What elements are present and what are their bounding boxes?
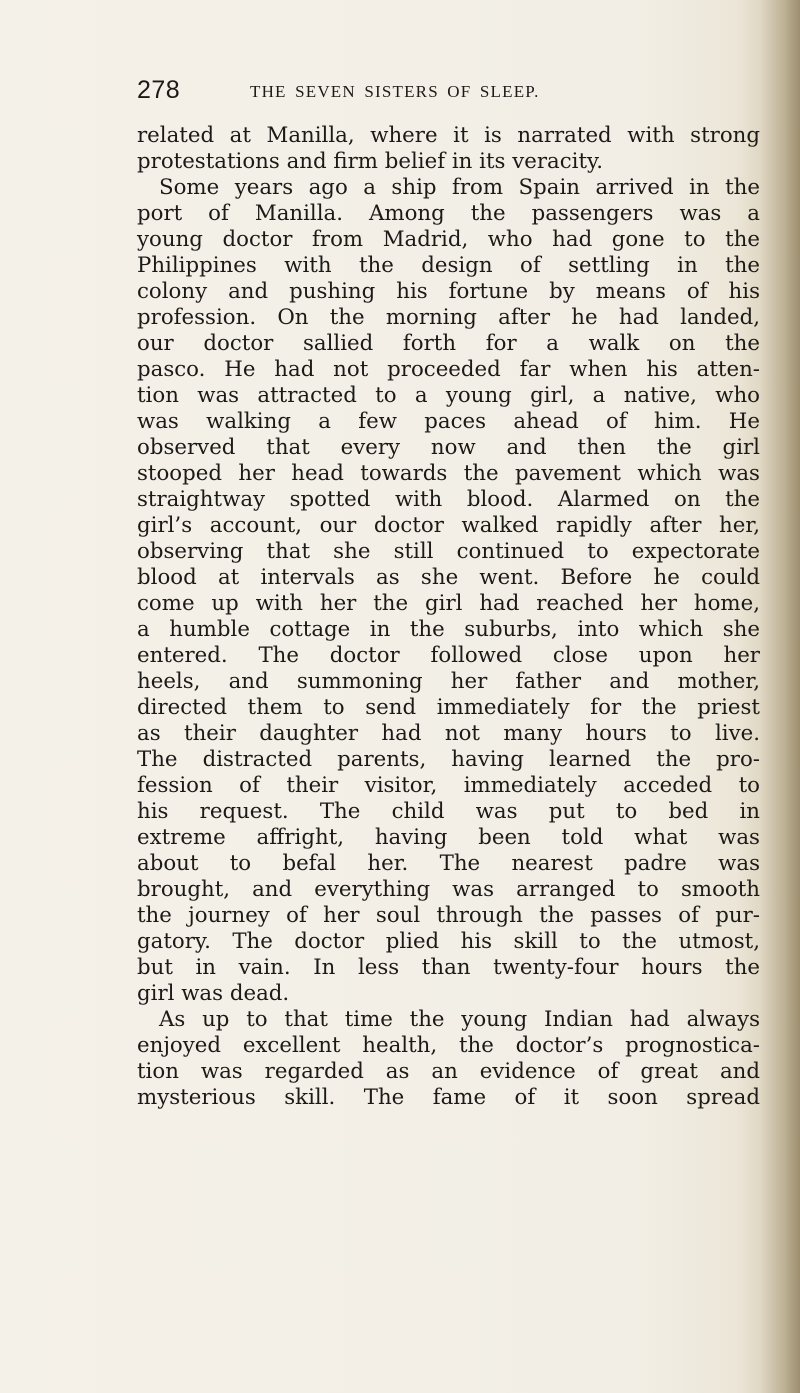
text-line: extreme affright, having been told what was xyxy=(137,825,760,850)
text-line: heels, and summoning her father and mother, xyxy=(137,669,760,694)
text-line: The distracted parents, having learned the pro- xyxy=(137,747,760,772)
text-line: pasco. He had not proceeded far when his atten- xyxy=(137,357,760,382)
text-line: As up to that time the young Indian had always xyxy=(159,1007,760,1032)
page-edge-shadow xyxy=(760,0,800,1393)
text-line: colony and pushing his fortune by means of his xyxy=(137,279,760,304)
text-line: the journey of her soul through the passes of pur- xyxy=(137,903,760,928)
text-line: related at Manilla, where it is narrated with strong xyxy=(137,123,760,148)
text-line: gatory. The doctor plied his skill to the utmost, xyxy=(137,929,760,954)
text-line: brought, and everything was arranged to smooth xyxy=(137,877,760,902)
text-line: fession of their visitor, immediately acceded to xyxy=(137,773,760,798)
text-line: but in vain. In less than twenty-four hours the xyxy=(137,955,760,980)
text-line: as their daughter had not many hours to live. xyxy=(137,721,760,746)
text-line: observed that every now and then the girl xyxy=(137,435,760,460)
text-line: young doctor from Madrid, who had gone to the xyxy=(137,227,760,252)
text-line: was walking a few paces ahead of him. He xyxy=(137,409,760,434)
text-line: profession. On the morning after he had landed, xyxy=(137,305,760,330)
text-line: girl was dead. xyxy=(137,981,290,1006)
text-line: about to befal her. The nearest padre was xyxy=(137,851,760,876)
text-line: come up with her the girl had reached her home, xyxy=(137,591,760,616)
text-line: stooped her head towards the pavement which was xyxy=(137,461,760,486)
text-line: girl’s account, our doctor walked rapidly after her, xyxy=(137,513,760,538)
text-line: our doctor sallied forth for a walk on the xyxy=(137,331,760,356)
body-text xyxy=(137,123,760,1111)
page-header xyxy=(137,76,777,112)
text-line: straightway spotted with blood. Alarmed on the xyxy=(137,487,760,512)
text-line: tion was regarded as an evidence of great and xyxy=(137,1059,760,1084)
text-line: directed them to send immediately for the priest xyxy=(137,695,760,720)
page-number: 278 xyxy=(137,76,181,104)
text-line: blood at intervals as she went. Before he could xyxy=(137,565,760,590)
text-line: observing that she still continued to expectorate xyxy=(137,539,760,564)
running-head: THE SEVEN SISTERS OF SLEEP. xyxy=(250,82,540,101)
text-line: mysterious skill. The fame of it soon spread xyxy=(137,1085,760,1110)
text-line: enjoyed excellent health, the doctor’s prognostica- xyxy=(137,1033,760,1058)
text-line: a humble cottage in the suburbs, into which she xyxy=(137,617,760,642)
text-line: entered. The doctor followed close upon her xyxy=(137,643,760,668)
text-line: Some years ago a ship from Spain arrived in the xyxy=(159,175,760,200)
text-line: port of Manilla. Among the passengers was a xyxy=(137,201,760,226)
text-line: Philippines with the design of settling in the xyxy=(137,253,760,278)
text-line: tion was attracted to a young girl, a native, who xyxy=(137,383,760,408)
text-line: his request. The child was put to bed in xyxy=(137,799,760,824)
text-line: protestations and firm belief in its veracity. xyxy=(137,149,604,174)
